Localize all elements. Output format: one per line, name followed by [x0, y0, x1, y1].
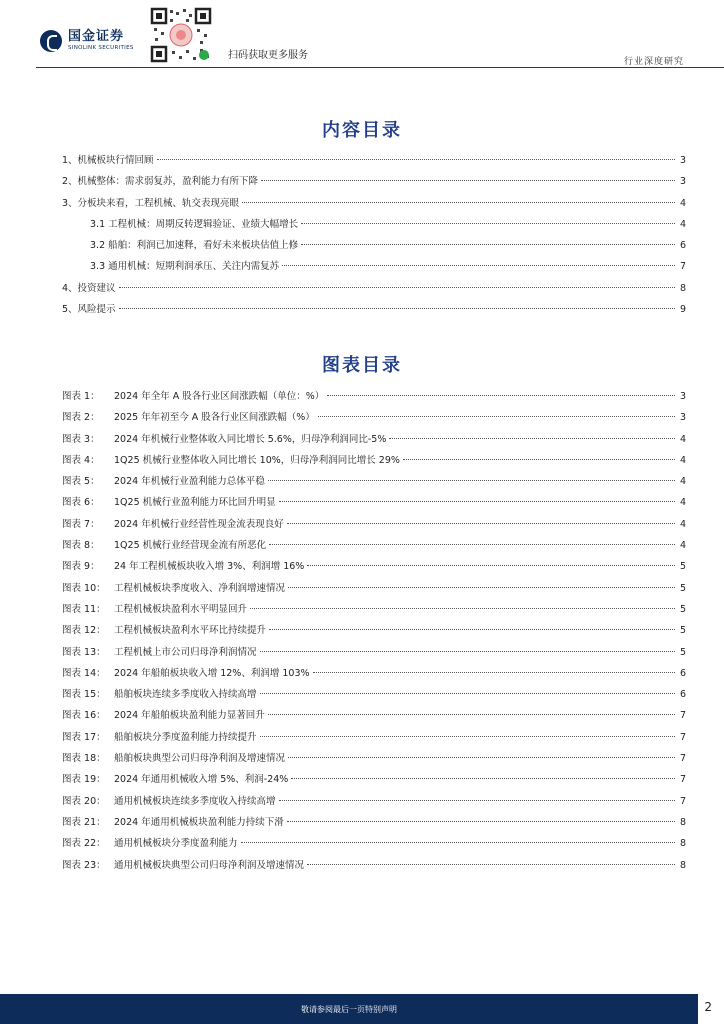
figure-page: 8 — [679, 859, 686, 871]
figure-label: 图表 11： — [62, 603, 106, 615]
toc-subitem[interactable] — [62, 216, 686, 237]
figure-title: 2024 年机械行业盈利能力总体平稳 — [114, 476, 265, 488]
leader-dots — [260, 693, 675, 694]
leader-dots — [260, 736, 675, 737]
figure-title: 船舶板块连续多季度收入持续高增 — [114, 689, 257, 701]
leader-dots — [288, 757, 675, 758]
leader-dots — [301, 223, 675, 224]
figure-item[interactable] — [62, 857, 686, 878]
leader-dots — [268, 714, 675, 715]
figure-page: 5 — [679, 625, 686, 637]
figure-title: 1Q25 机械行业整体收入同比增长 10%，归母净利润同比增长 29% — [114, 454, 400, 466]
figure-label: 图表 17： — [62, 731, 106, 743]
figure-item[interactable] — [62, 750, 686, 771]
toc-item[interactable] — [62, 152, 686, 173]
toc-item-page: 6 — [679, 240, 686, 252]
leader-dots — [268, 480, 675, 481]
header-divider — [36, 67, 724, 68]
toc-subitem[interactable] — [62, 258, 686, 279]
leader-dots — [242, 202, 675, 203]
page-header — [0, 0, 724, 68]
toc-item-page: 4 — [679, 218, 686, 230]
footer-disclaimer: 敬请参阅最后一页特别声明 — [301, 1005, 397, 1014]
figure-label: 图表 4： — [62, 454, 100, 466]
toc-item[interactable] — [62, 173, 686, 194]
leader-dots — [119, 308, 675, 309]
figure-page: 4 — [679, 518, 686, 530]
figure-label: 图表 18： — [62, 753, 106, 765]
figure-page: 7 — [679, 731, 686, 743]
figure-label: 图表 16： — [62, 710, 106, 722]
figure-item[interactable] — [62, 473, 686, 494]
leader-dots — [403, 459, 675, 460]
figure-title: 2024 年全年 A 股各行业区间涨跌幅（单位：%） — [114, 391, 325, 402]
leader-dots — [119, 287, 675, 288]
leader-dots — [318, 416, 675, 417]
leader-dots — [287, 523, 675, 524]
figure-title: 2024 年机械行业整体收入同比增长 5.6%，归母净利润同比-5% — [114, 433, 387, 445]
figure-title: 2024 年通用机械板块盈利能力持续下滑 — [114, 816, 284, 828]
figure-title: 通用机械板块典型公司归母净利润及增速情况 — [114, 859, 305, 871]
figure-item[interactable] — [62, 580, 686, 601]
figures-title: 图表目录 — [322, 355, 402, 376]
figure-page: 7 — [679, 795, 686, 807]
toc-item-text: 3.2 船舶：利润已加速释，看好未来板块估值上修 — [90, 240, 299, 252]
figure-page: 5 — [679, 561, 686, 573]
qr-code-icon[interactable] — [150, 7, 212, 63]
logo-name-en: SINOLINK SECURITIES — [68, 45, 134, 51]
toc-item-text: 4、投资建议 — [62, 282, 116, 294]
leader-dots — [313, 672, 675, 673]
figure-page: 5 — [679, 646, 686, 658]
toc-item-page: 9 — [679, 304, 686, 316]
toc-item-text: 1、机械板块行情回顾 — [62, 155, 154, 166]
figure-item[interactable] — [62, 793, 686, 814]
toc-item-text: 3、分板块来看，工程机械、轨交表现亮眼 — [62, 197, 240, 209]
toc-item-page: 3 — [679, 176, 686, 188]
leader-dots — [269, 629, 675, 630]
figure-label: 图表 8： — [62, 540, 100, 552]
figure-page: 5 — [679, 603, 686, 615]
figure-item[interactable] — [62, 516, 686, 537]
toc-item[interactable] — [62, 280, 686, 301]
figure-page: 5 — [679, 582, 686, 594]
figure-label: 图表 19： — [62, 774, 106, 786]
figure-item[interactable] — [62, 601, 686, 622]
leader-dots — [279, 800, 675, 801]
figure-label: 图表 12： — [62, 625, 106, 637]
figure-label: 图表 2： — [62, 412, 100, 424]
figure-title: 2024 年通用机械收入增 5%、利润-24% — [114, 774, 289, 786]
toc-item-text: 3.3 通用机械：短期利润承压、关注内需复苏 — [90, 261, 280, 273]
figure-page: 7 — [679, 774, 686, 786]
figure-title: 2025 年年初至今 A 股各行业区间涨跌幅（%） — [114, 412, 315, 424]
figure-title: 通用机械板块分季度盈利能力 — [114, 838, 238, 850]
figure-title: 工程机械板块盈利水平明显回升 — [114, 603, 248, 615]
leader-dots — [157, 159, 675, 160]
leader-dots — [241, 842, 675, 843]
leader-dots — [282, 265, 675, 266]
figure-item[interactable] — [62, 707, 686, 728]
figure-item[interactable] — [62, 431, 686, 452]
figure-item[interactable] — [62, 409, 686, 430]
company-logo — [40, 30, 134, 52]
toc-item[interactable] — [62, 301, 686, 322]
figures-list — [62, 388, 686, 878]
figure-title: 船舶板块分季度盈利能力持续提升 — [114, 731, 257, 743]
figure-label: 图表 10： — [62, 582, 106, 594]
figure-label: 图表 7： — [62, 518, 100, 530]
document-type-label: 行业深度研究 — [623, 57, 684, 67]
leader-dots — [250, 608, 675, 609]
leader-dots — [269, 544, 675, 545]
contents-list — [62, 152, 686, 322]
scan-for-services-text: 扫码获取更多服务 — [228, 50, 308, 61]
toc-item-text: 3.1 工程机械：周期反转逻辑验证、业绩大幅增长 — [90, 218, 299, 230]
figure-page: 6 — [679, 667, 686, 679]
figure-label: 图表 3： — [62, 433, 100, 445]
figure-label: 图表 5： — [62, 476, 100, 488]
leader-dots — [307, 565, 675, 566]
figure-title: 工程机械板块盈利水平环比持续提升 — [114, 625, 267, 637]
figure-page: 4 — [679, 433, 686, 445]
figure-title: 1Q25 机械行业盈利能力环比回升明显 — [114, 497, 276, 509]
leader-dots — [301, 244, 675, 245]
figure-title: 船舶板块典型公司归母净利润及增速情况 — [114, 753, 286, 765]
figure-label: 图表 23： — [62, 859, 106, 871]
figure-item[interactable] — [62, 814, 686, 835]
figure-page: 8 — [679, 816, 686, 828]
figure-label: 图表 13： — [62, 646, 106, 658]
figure-page: 3 — [679, 391, 686, 402]
figure-page: 4 — [679, 497, 686, 509]
leader-dots — [327, 395, 675, 396]
figure-item[interactable] — [62, 665, 686, 686]
leader-dots — [291, 778, 675, 779]
figure-item[interactable] — [62, 835, 686, 856]
leader-dots — [389, 438, 675, 439]
leader-dots — [287, 821, 675, 822]
page-number: 2 — [704, 1000, 712, 1014]
figure-item[interactable] — [62, 452, 686, 473]
contents-title: 内容目录 — [322, 120, 402, 141]
figure-label: 图表 1： — [62, 391, 100, 402]
figure-item[interactable] — [62, 644, 686, 665]
toc-item-page: 3 — [679, 155, 686, 166]
figure-page: 4 — [679, 454, 686, 466]
toc-item-page: 4 — [679, 197, 686, 209]
figure-title: 2024 年机械行业经营性现金流表现良好 — [114, 518, 284, 530]
figure-label: 图表 21： — [62, 816, 106, 828]
figure-item[interactable] — [62, 388, 686, 409]
figure-label: 图表 22： — [62, 838, 106, 850]
toc-subitem[interactable] — [62, 237, 686, 258]
figure-page: 4 — [679, 476, 686, 488]
logo-name-cn: 国金证券 — [68, 29, 125, 44]
figure-item[interactable] — [62, 729, 686, 750]
leader-dots — [288, 587, 675, 588]
figure-page: 8 — [679, 838, 686, 850]
figure-page: 4 — [679, 540, 686, 552]
figure-label: 图表 20： — [62, 795, 106, 807]
leader-dots — [279, 501, 675, 502]
figure-label: 图表 9： — [62, 561, 100, 573]
figure-title: 1Q25 机械行业经营现金流有所恶化 — [114, 540, 267, 552]
logo-mark-icon — [40, 30, 62, 52]
leader-dots — [261, 180, 675, 181]
figure-page: 6 — [679, 689, 686, 701]
figure-label: 图表 6： — [62, 497, 100, 509]
figure-item[interactable] — [62, 494, 686, 515]
toc-item[interactable] — [62, 195, 686, 216]
figure-title: 工程机械板块季度收入、净利润增速情况 — [114, 582, 286, 594]
figure-item[interactable] — [62, 537, 686, 558]
figure-label: 图表 14： — [62, 667, 106, 679]
figure-item[interactable] — [62, 686, 686, 707]
figure-item[interactable] — [62, 622, 686, 643]
leader-dots — [307, 864, 675, 865]
figure-title: 24 年工程机械板块收入增 3%、利润增 16% — [114, 561, 305, 573]
figure-label: 图表 15： — [62, 689, 106, 701]
figure-title: 工程机械上市公司归母净利润情况 — [114, 646, 257, 658]
toc-item-page: 8 — [679, 282, 686, 294]
figure-page: 3 — [679, 412, 686, 424]
toc-item-text: 5、风险提示 — [62, 304, 116, 316]
figure-item[interactable] — [62, 558, 686, 579]
figure-page: 7 — [679, 753, 686, 765]
toc-item-text: 2、机械整体：需求弱复苏，盈利能力有所下降 — [62, 176, 259, 188]
figure-page: 7 — [679, 710, 686, 722]
figure-title: 2024 年船舶板块收入增 12%、利润增 103% — [114, 667, 310, 679]
leader-dots — [260, 651, 675, 652]
figure-item[interactable] — [62, 771, 686, 792]
figure-title: 2024 年船舶板块盈利能力显著回升 — [114, 710, 265, 722]
figure-title: 通用机械板块连续多季度收入持续高增 — [114, 795, 276, 807]
toc-item-page: 7 — [679, 261, 686, 273]
